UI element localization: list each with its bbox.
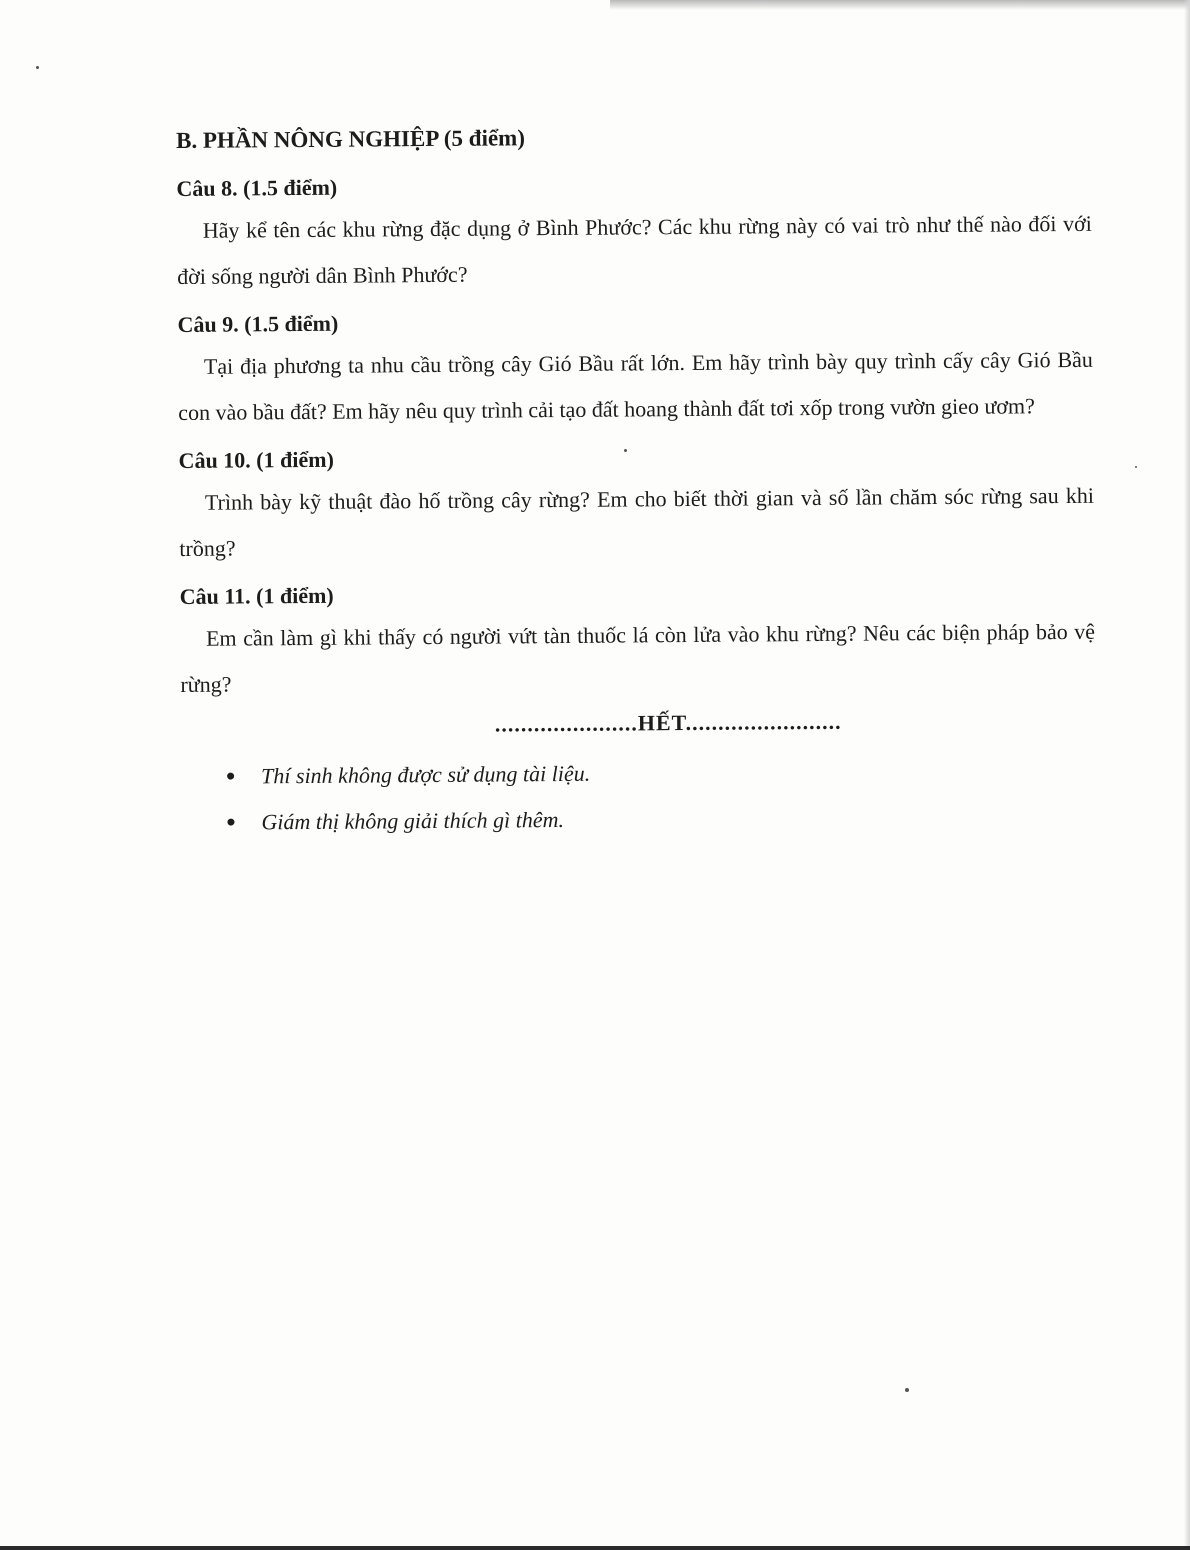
question-9 xyxy=(177,303,1093,436)
question-title: Câu 9. (1.5 điểm) xyxy=(177,310,339,337)
note-item xyxy=(227,747,1096,800)
note-text: Thí sinh không được sử dụng tài liệu. xyxy=(261,760,591,789)
bullet-icon xyxy=(227,773,234,780)
question-title: Câu 8. (1.5 điểm) xyxy=(176,174,338,201)
note-text: Giám thị không giải thích gì thêm. xyxy=(261,806,565,835)
question-title: Câu 10. (1 điểm) xyxy=(178,446,334,473)
question-11 xyxy=(180,575,1096,708)
question-body: Trình bày kỹ thuật đào hố trồng cây rừng? Em cho biết thời gian và số lần chăm sóc rừng sau khi trồng? xyxy=(179,482,1095,561)
section-title: B. PHẦN NÔNG NGHIỆP (5 điểm) xyxy=(176,125,526,153)
end-marker: ......................HẾT........................ xyxy=(494,708,842,737)
question-body: Tại địa phương ta nhu cầu trồng cây Gió Bầu rất lớn. Em hãy trình bày quy trình cấy cây Gió Bầu con vào bầu đất? Em hãy nêu quy trình cải tạo đất hoang thành đất tơi xốp trong vườn gieo ươm? xyxy=(178,346,1093,425)
scan-edge-bottom xyxy=(0,1546,1190,1550)
bullet-icon xyxy=(227,819,234,826)
scan-shadow-right xyxy=(1184,0,1190,1550)
question-body: Hãy kể tên các khu rừng đặc dụng ở Bình Phước? Các khu rừng này có vai trò như thế nào đối với đời sống người dân Bình Phước? xyxy=(177,210,1092,289)
scan-speck xyxy=(905,1388,909,1392)
question-8 xyxy=(176,167,1092,300)
exam-content xyxy=(176,119,1097,846)
question-body: Em cần làm gì khi thấy có người vứt tàn thuốc lá còn lửa vào khu rừng? Nêu các biện pháp bảo vệ rừng? xyxy=(180,618,1096,697)
scan-speck xyxy=(1135,466,1137,468)
notes-list xyxy=(181,747,1097,846)
note-item xyxy=(227,793,1096,846)
scan-shadow-top xyxy=(610,0,1190,10)
question-title: Câu 11. (1 điểm) xyxy=(179,582,334,609)
question-10 xyxy=(179,439,1095,572)
scan-speck xyxy=(36,66,39,69)
